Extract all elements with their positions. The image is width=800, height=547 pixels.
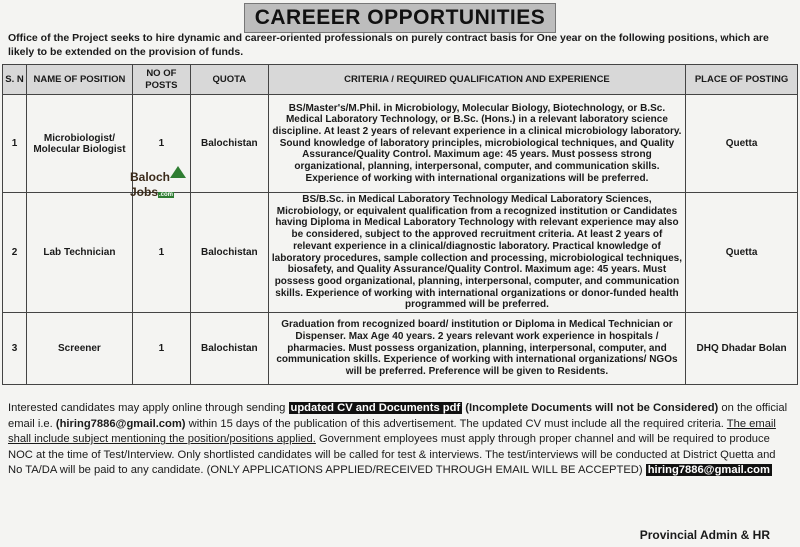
logo-line2-text: Jobs [130, 185, 159, 199]
table-row [3, 193, 798, 313]
table-header-row [3, 65, 798, 95]
row-posts: 1 [132, 95, 190, 193]
table-row [3, 95, 798, 193]
row-quota: Balochistan [190, 313, 268, 385]
mountain-icon [170, 166, 186, 178]
footer-text-2b: within 15 days of the publication of this advertisement. The updated CV must include all the required criteria. [185, 417, 727, 430]
table-row [3, 313, 798, 385]
row-criteria: BS/B.Sc. in Medical Laboratory Technology Medical Laboratory Sciences, Microbiology, or equivalent qualification from a recognized institution or Candidates having Diploma in Medical Laboratory Technology with relevant experience may also be considered, subject to the approved recruitment criteria. At least 2 years of relevant experience in a clinical/diagnostic laboratory. Practical knowledge of laboratory procedures, sample collection and processing, microbiological techniques, biosafety, and Quality Assurance/Quality Control. Maximum age: 45 years. Must possess good organizational, planning, interpersonal, computer, and communication skills. Experience of working with international organizations or donor-funded health programmed will be preferred. [268, 193, 685, 313]
row-place: DHQ Dhadar Bolan [686, 313, 798, 385]
page-title: CAREEER OPPORTUNITIES [244, 3, 557, 33]
watermark-logo [128, 166, 184, 216]
header-name: NAME OF POSITION [26, 65, 132, 95]
footer-text-1b: (Incomplete Documents will not be Considered) [462, 402, 719, 414]
email-link-paren[interactable]: (hiring7886@gmail.com) [55, 417, 186, 430]
logo-suffix: .com [159, 192, 174, 198]
logo-line1: Baloch [130, 170, 171, 184]
row-sn: 1 [3, 95, 27, 193]
row-place: Quetta [686, 193, 798, 313]
row-posts: 1 [132, 313, 190, 385]
header-sn: S. N [3, 65, 27, 95]
row-position: Microbiologist/ Molecular Biologist [26, 95, 132, 193]
header-quota: QUOTA [190, 65, 268, 95]
header-place: PLACE OF POSTING [686, 65, 798, 95]
footer-text-2a: on the official email i.e. [8, 402, 788, 430]
row-criteria: Graduation from recognized board/ institution or Diploma in Medical Technician or Dispenser. Max Age 40 years. 2 years relevant work experience in hospitals / pharmacies. Must possess organization, planning, interpersonal, computer, and communication skills. Experience of working with international organizations/ NGOs will be preferred. Preference will be given to Residents. [268, 313, 685, 385]
intro-text: Office of the Project seeks to hire dynamic and career-oriented professionals on purely contract basis for One year on the following positions, which are likely to be extended on the provision of funds. [8, 32, 769, 58]
row-criteria: BS/Master's/M.Phil. in Microbiology, Molecular Biology, Biotechnology, or B.Sc. Medical Laboratory Technology, or B.Sc. (Hons.) in a relevant laboratory science discipline. At least 2 years of relevant experience in a clinical microbiology laboratory. Sound knowledge of laboratory principles, microbiological techniques, and Quality Assurance/Quality Control. Maximum age: 45 years. Must possess strong organizational, planning, interpersonal, computer, and communication skills. Experience of working with international organizations will be preferred. [268, 95, 685, 193]
row-place: Quetta [686, 95, 798, 193]
logo-line2 [130, 185, 174, 199]
row-sn: 3 [3, 313, 27, 385]
footer-text-2c: Government employees must apply through proper channel and will be required to produce NOC at the time of Test/Interview. Only shortlisted candidates will be called for test & interviews. The test/interviews will be conducted at District Quetta and No TA/DA will be paid to any candidate. (ONLY APPLICATIONS APPLIED/RECEIVED THROUGH EMAIL WILL BE ACCEPTED) [8, 433, 776, 477]
row-quota: Balochistan [190, 95, 268, 193]
signature: Provincial Admin & HR [639, 528, 770, 542]
title-container [0, 3, 800, 33]
header-posts: NO OF POSTS [132, 65, 190, 95]
row-sn: 2 [3, 193, 27, 313]
highlight-cv-documents: updated CV and Documents pdf [290, 402, 461, 414]
row-position: Lab Technician [26, 193, 132, 313]
row-posts: 1 [132, 193, 190, 313]
row-quota: Balochistan [190, 193, 268, 313]
row-position: Screener [26, 313, 132, 385]
footer-subject-note: The email shall include subject mentioning the position/positions applied. [8, 417, 776, 446]
positions-table [2, 64, 798, 385]
footer-text-1a: Interested candidates may apply online through sending [8, 402, 289, 414]
email-link-highlight[interactable]: hiring7886@gmail.com [647, 464, 770, 477]
header-criteria: CRITERIA / REQUIRED QUALIFICATION AND EXPERIENCE [268, 65, 685, 95]
application-instructions [8, 401, 792, 479]
